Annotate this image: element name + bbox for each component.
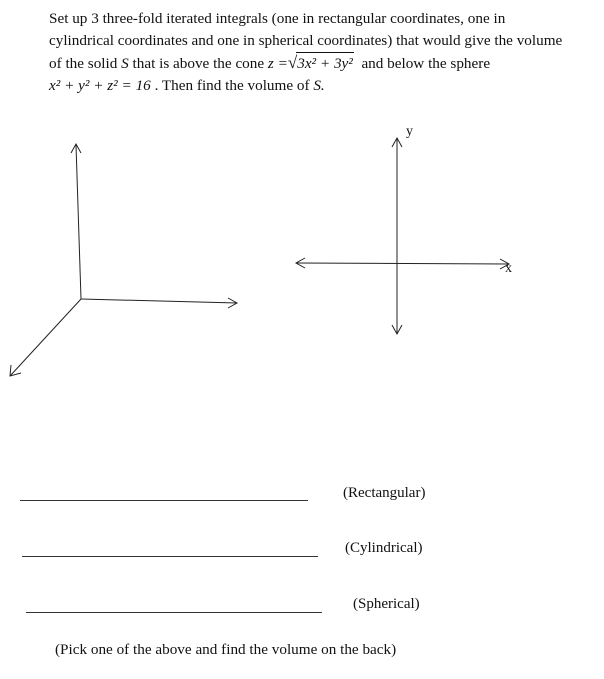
x-axis-2d [296,263,509,264]
y-axis-3d [81,299,237,303]
problem-text: . Then find the volume of [154,77,310,94]
y-axis-label: y [406,124,413,139]
spherical-label: (Spherical) [353,596,420,612]
problem-line-2: cylindrical coordinates and one in spherical coordinates) that would give the volume [49,32,563,49]
x-axis-3d [10,299,81,376]
problem-text: and below the sphere [361,55,491,72]
problem-text: of the solid [49,55,118,72]
cylindrical-answer-blank[interactable] [22,556,318,557]
footer-instruction: (Pick one of the above and find the volume on the back) [55,641,397,658]
cone-radicand: 3x² + 3y² [296,52,354,75]
rectangular-answer-blank[interactable] [20,500,308,501]
cylindrical-label: (Cylindrical) [345,540,423,556]
problem-text: that is above the cone [132,55,265,72]
sqrt-symbol: √ [287,53,298,72]
cone-lhs: z = [267,55,288,72]
sphere-equation: x² + y² + z² = 16 [49,77,151,94]
solid-symbol: S [121,55,129,72]
z-axis-3d [76,145,81,299]
x-axis-label: x [505,261,512,276]
solid-symbol: S. [313,77,325,94]
problem-line-1: Set up 3 three-fold iterated integrals (one in rectangular coordinates, one in [49,10,506,27]
rectangular-label: (Rectangular) [343,485,426,501]
spherical-answer-blank[interactable] [26,612,322,613]
